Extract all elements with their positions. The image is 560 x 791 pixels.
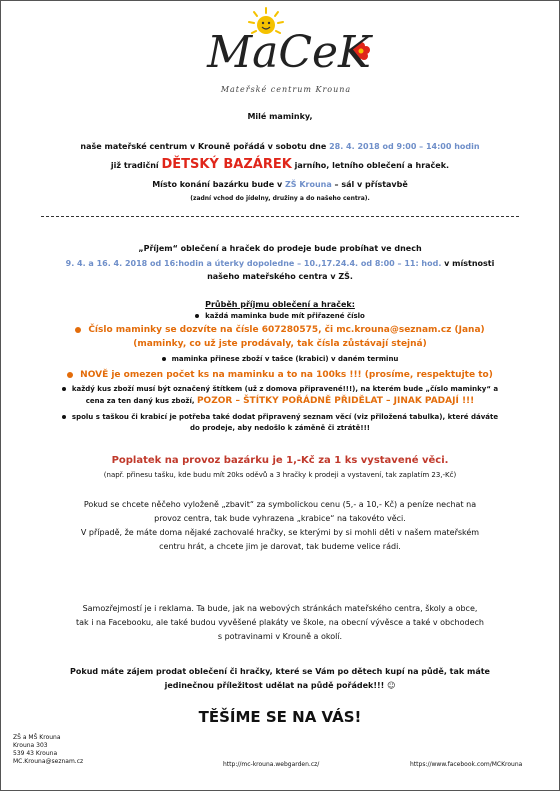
rule-4: NOVĚ je omezen počet ks na maminku a to na 100ks !!! (prosíme, respektujte to)	[1, 368, 559, 382]
footer-facebook-link[interactable]: https://www.facebook.com/MCKrouna	[410, 761, 523, 768]
rule-2: Číslo maminky se dozvíte na čísle 607280575, či mc.krouna@seznam.cz (Jana)	[1, 323, 559, 337]
paragraph-free: Pokud se chcete něčeho vyloženě „zbavit“ za symbolickou cenu (5,- a 10,- Kč) a peníze nechat na provoz centra, tak bude vyhrazena „krabice“ na takovéto věci. V případě, že máte doma nějaké zachovalé hračky, se kterými by si mohli děti v našem mateřském centru hrát, a chcete jim je darovat, tak budeme velice rádi.	[80, 500, 480, 551]
fee-example: (např. přinesu tašku, kde budu mít 20ks oděvů a 3 hračky k prodeji a vystavení, tak zaplatím 23,-Kč)	[103, 471, 457, 479]
intake-line-3: našeho mateřského centra v ZŠ.	[207, 272, 353, 281]
rule-3: maminka přinese zboží v tašce (krabici) v daném terminu	[1, 355, 559, 364]
rule-5-cont: cena za ten daný kus zboží, POZOR – ŠTÍTKY POŘÁDNĚ PŘIDĚLAT – JINAK PADAJÍ !!!	[85, 396, 475, 406]
closing-headline: TĚŠÍME SE NA VÁS!	[198, 708, 362, 726]
dashed-divider	[41, 216, 519, 217]
rule-5: každý kus zboží musí být označený štítkem (už z domova připravené!!!), na kterém bude „číslo maminky“ a	[1, 385, 559, 394]
rule-6: spolu s taškou či krabicí je potřeba také dodat připravený seznam věcí (viz přiložená tabulka), které dáváte	[1, 413, 559, 422]
intake-line-2: 9. 4. a 16. 4. 2018 od 16:hodin a úterky dopoledne – 10.,17.24.4. od 8:00 – 11: hod. v místnosti	[65, 259, 495, 268]
rule-1: každá maminka bude mít přiřazené číslo	[1, 312, 559, 321]
greeting: Milé maminky,	[247, 112, 313, 121]
intake-line-1: „Příjem“ oblečení a hraček do prodeje bude probíhat ve dnech	[138, 244, 422, 253]
rule-6-cont: do prodeje, aby nedošlo k záměně či ztrátě!!!	[190, 424, 370, 432]
paragraph-attic: Pokud máte zájem prodat oblečení či hračky, které se Vám po dětech kupí na půdě, tak máte jedinečnou příležitost udělat na půdě pořádek!!! ☺	[70, 667, 490, 690]
intro-line-4: (zadní vchod do jídelny, družiny a do našeho centra).	[190, 195, 370, 202]
intro-line-3: Místo konání bazárku bude v ZŠ Krouna – sál v přístavbě	[152, 180, 408, 189]
fee-heading: Poplatek na provoz bazárku je 1,-Kč za 1 ks vystavené věci.	[111, 455, 449, 466]
logo-subtitle: Mateřské centrum Krouna	[220, 85, 352, 94]
footer-web-link[interactable]: http://mc-krouna.webgarden.cz/	[223, 761, 320, 768]
intro-line-1: naše mateřské centrum v Krouně pořádá v sobotu dne 28. 4. 2018 od 9:00 – 14:00 hodin	[80, 142, 480, 151]
intro-line-2: již tradiční DĚTSKÝ BAZÁREK jarního, letního oblečení a hraček.	[110, 157, 450, 172]
rule-2-note: (maminky, co už jste prodávaly, tak čísla zůstávají stejná)	[133, 339, 427, 349]
macek-logo	[191, 7, 381, 83]
rules-heading: Průběh příjmu oblečení a hraček:	[205, 300, 355, 309]
footer-address: ZŠ a MŠ Krouna Krouna 303 539 43 Krouna MC.Krouna@seznam.cz	[13, 734, 84, 765]
paragraph-ads: Samozřejmostí je i reklama. Ta bude, jak na webových stránkách mateřského centra, školy a obce, tak i na Facebooku, ale také budou vyvěšené plakáty ve škole, na obecní vývěsce a také v obchodech s potravinami v Krouně a okolí.	[76, 604, 484, 641]
smiley-icon: ☺	[387, 681, 396, 690]
logo-wordmark: MaCeK	[207, 27, 371, 78]
